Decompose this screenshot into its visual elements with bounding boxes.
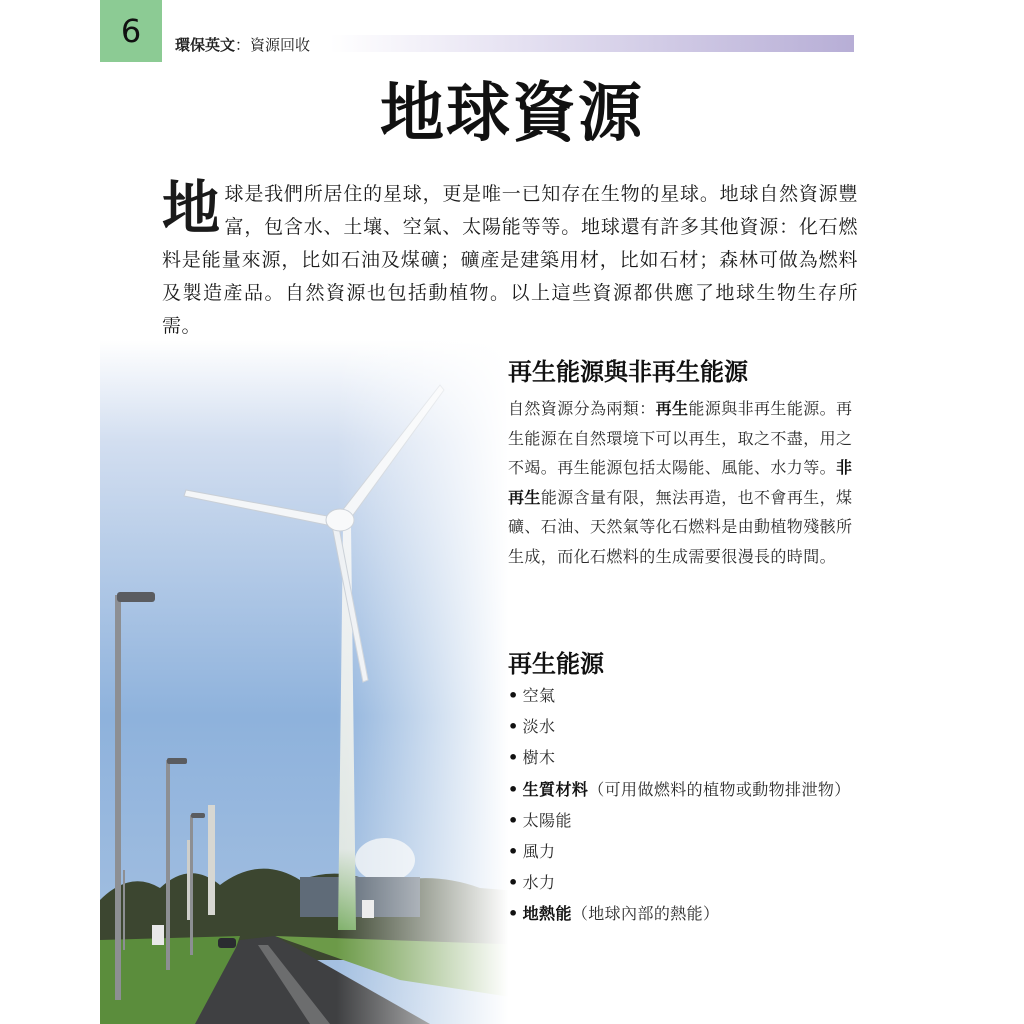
list-item bbox=[508, 867, 851, 898]
list-item-text: （地球內部的熱能） bbox=[571, 904, 720, 924]
series-title: 環保英文 bbox=[175, 36, 236, 54]
bullet-icon: • bbox=[508, 904, 519, 924]
header-gradient-bar bbox=[330, 35, 854, 52]
section-renewable-vs-nonrenewable-body bbox=[508, 394, 858, 571]
section-renewable-vs-nonrenewable-title: 再生能源與非再生能源 bbox=[508, 358, 748, 386]
list-item-text: 水力 bbox=[522, 873, 556, 893]
section-renewable-title: 再生能源 bbox=[508, 650, 604, 678]
list-item-text: 淡水 bbox=[522, 717, 556, 737]
bullet-icon: • bbox=[508, 686, 519, 705]
bold-term-nonrenewable: 非再生 bbox=[508, 458, 853, 507]
list-item bbox=[508, 836, 851, 867]
running-header bbox=[175, 34, 310, 55]
intro-text: 球是我們所居住的星球，更是唯一已知存在生物的星球。地球自然資源豐富，包含水、土壤、空氣、太陽能等等。地球還有許多其他資源：化石燃料是能量來源，比如石油及煤礦；礦產是建築用材，比如石材；森林可做為燃料及製造產品。自然資源也包括動植物。以上這些資源都供應了地球生物生存所需。 bbox=[162, 183, 858, 337]
intro-paragraph bbox=[162, 174, 858, 343]
bold-term-renewable: 再生 bbox=[655, 399, 689, 418]
list-item bbox=[508, 774, 851, 805]
body-text: 能源與非再生能源。再生能源在自然環境下可以再生，取之不盡，用之不竭。再生能源包括太陽能、風能、水力等。 bbox=[508, 399, 853, 477]
list-item-text: （可用做燃料的植物或動物排泄物） bbox=[588, 779, 851, 799]
chapter-topic: 資源回收 bbox=[250, 36, 311, 54]
list-item-bold: 地熱能 bbox=[522, 904, 572, 924]
bullet-icon: • bbox=[508, 779, 519, 799]
list-item bbox=[508, 898, 851, 929]
list-item bbox=[508, 805, 851, 836]
list-item-bold: 生質材料 bbox=[522, 779, 589, 799]
page-number: 6 bbox=[120, 12, 142, 50]
page-number-tab bbox=[100, 0, 162, 62]
bullet-icon: • bbox=[508, 717, 519, 737]
list-item-text: 風力 bbox=[522, 841, 556, 861]
bullet-icon: • bbox=[508, 841, 519, 861]
header-separator: ： bbox=[235, 36, 251, 54]
drop-cap: 地 bbox=[162, 174, 221, 242]
bullet-icon: • bbox=[508, 748, 519, 768]
list-item-text: 樹木 bbox=[522, 748, 556, 768]
bullet-icon: • bbox=[508, 810, 519, 830]
list-item bbox=[508, 711, 851, 742]
renewable-list bbox=[508, 680, 851, 930]
list-item-text: 太陽能 bbox=[522, 810, 572, 830]
list-item bbox=[508, 742, 851, 773]
page-title: 地球資源 bbox=[380, 77, 644, 151]
body-text: 能源含量有限，無法再造，也不會再生，煤礦、石油、天然氣等化石燃料是由動植物殘骸所生成，而化石燃料的生成需要很漫長的時間。 bbox=[508, 487, 853, 566]
bullet-icon: • bbox=[508, 873, 519, 893]
list-item-text: 空氣 bbox=[522, 686, 556, 705]
wind-turbine-photo bbox=[100, 340, 530, 1024]
list-item bbox=[508, 680, 851, 711]
body-text: 自然資源分為兩類： bbox=[508, 399, 656, 418]
